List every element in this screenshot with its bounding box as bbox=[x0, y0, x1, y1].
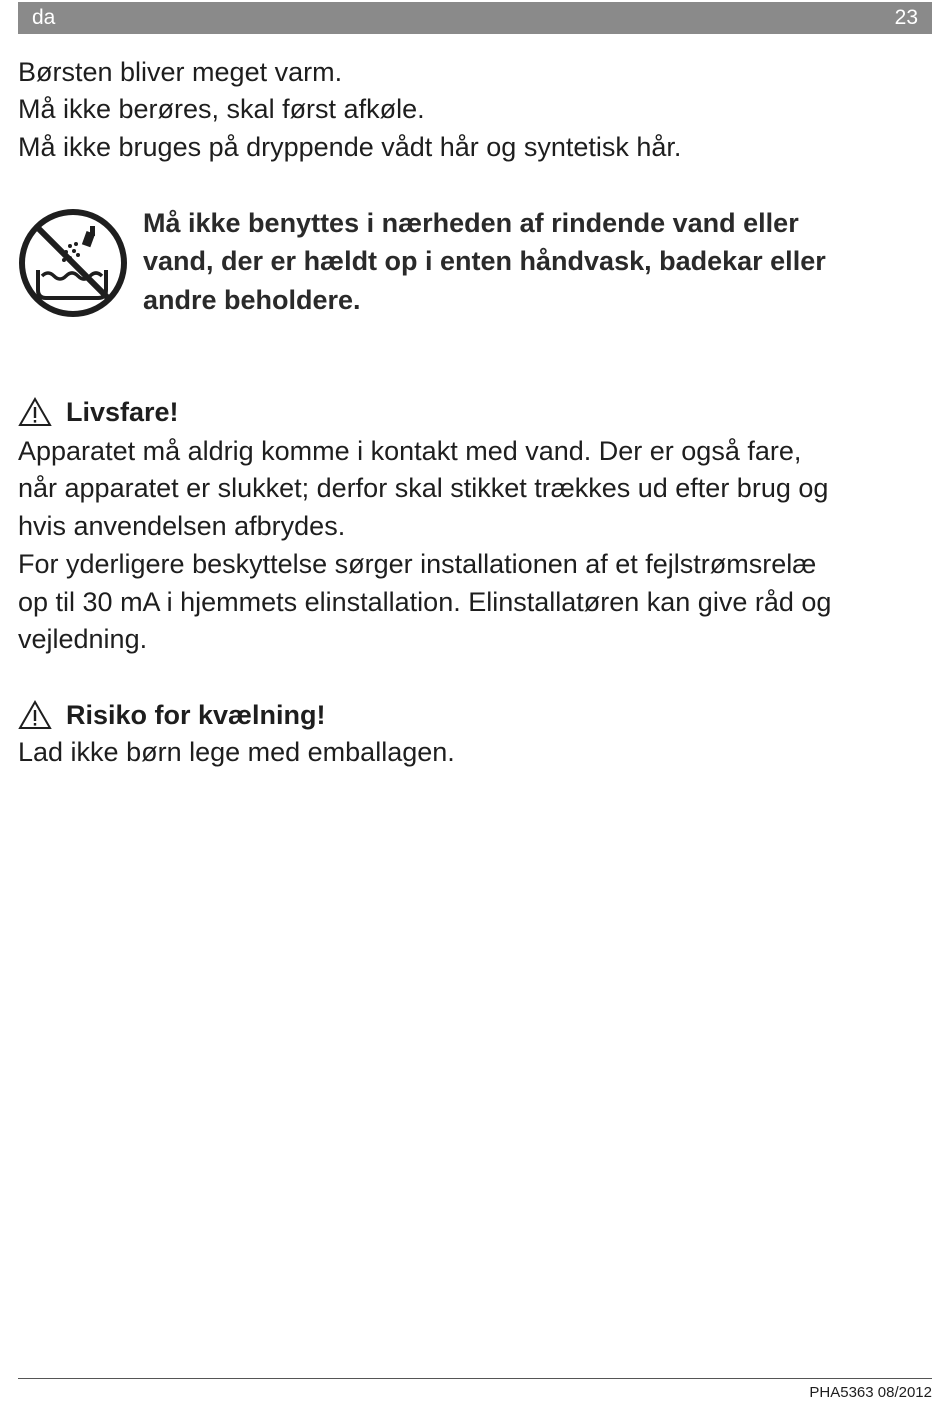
danger-heading-text: Livsfare! bbox=[66, 397, 179, 427]
danger-line-4: For yderligere beskyttelse sørger installationen af et fejlstrømsrelæ bbox=[18, 549, 817, 579]
intro-line-2: Må ikke berøres, skal først afkøle. bbox=[18, 94, 425, 124]
danger-line-2: når apparatet er slukket; derfor skal stikket trækkes ud efter brug og bbox=[18, 473, 829, 503]
water-warning-line-2: vand, der er hældt op i enten håndvask, badekar eller bbox=[143, 246, 826, 276]
footer-model-date: PHA5363 08/2012 bbox=[809, 1384, 932, 1401]
language-code: da bbox=[32, 6, 56, 29]
suffocation-heading-text: Risiko for kvælning! bbox=[66, 700, 326, 730]
danger-line-1: Apparatet må aldrig komme i kontakt med vand. Der er også fare, bbox=[18, 436, 802, 466]
water-warning-line-1: Må ikke benyttes i nærheden af rindende vand eller bbox=[143, 208, 799, 238]
danger-heading bbox=[18, 396, 179, 428]
suffocation-line-1: Lad ikke børn lege med emballagen. bbox=[18, 737, 455, 767]
page-header-bar bbox=[18, 2, 932, 34]
danger-line-6: vejledning. bbox=[18, 624, 148, 654]
footer-divider bbox=[18, 1378, 932, 1379]
warning-triangle-icon bbox=[18, 700, 52, 730]
water-warning-line-3: andre beholdere. bbox=[143, 285, 361, 315]
intro-line-1: Børsten bliver meget varm. bbox=[18, 57, 343, 87]
no-bath-water-icon bbox=[18, 208, 128, 318]
page-number: 23 bbox=[894, 6, 918, 29]
suffocation-heading bbox=[18, 699, 326, 731]
warning-triangle-icon bbox=[18, 397, 52, 427]
intro-line-3: Må ikke bruges på dryppende vådt hår og syntetisk hår. bbox=[18, 132, 682, 162]
danger-line-3: hvis anvendelsen afbrydes. bbox=[18, 511, 346, 541]
danger-line-5: op til 30 mA i hjemmets elinstallation. Elinstallatøren kan give råd og bbox=[18, 587, 832, 617]
